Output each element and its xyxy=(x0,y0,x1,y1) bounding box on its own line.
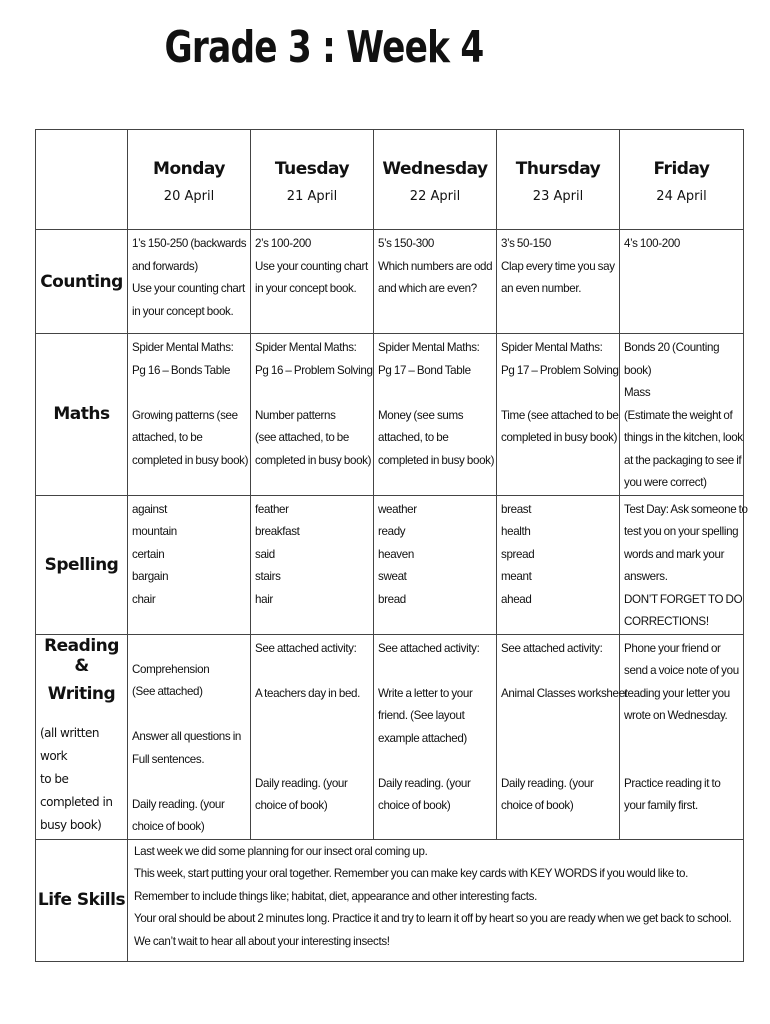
cell-line: friend. (See layout xyxy=(378,709,465,722)
note-line: (all written work xyxy=(40,726,99,763)
cell-line: Write a letter to your xyxy=(378,686,473,700)
row-label-counting: Counting xyxy=(36,230,128,334)
page-title: Grade 3 : Week 4 xyxy=(164,22,484,73)
cell-line xyxy=(255,728,370,751)
cell-line xyxy=(255,660,370,683)
cell-line: Time (see attached to be xyxy=(501,408,619,422)
cell-line xyxy=(132,771,247,794)
cell-line: send a voice note of you xyxy=(624,664,739,677)
cell-line: See attached activity: xyxy=(501,641,603,655)
cell-line: (See attached) xyxy=(132,685,203,698)
cell-line: spread xyxy=(501,547,535,561)
maths-cell xyxy=(497,334,620,496)
cell-line: This week, start putting your oral together. Remember you can make key cards with KEY WORDS if you would like to. xyxy=(134,867,689,880)
cell-line: and which are even? xyxy=(378,282,477,295)
day-name: Thursday xyxy=(515,159,601,179)
cell-line: (see attached, to be xyxy=(255,431,349,444)
maths-cell xyxy=(251,334,374,496)
row-label-maths: Maths xyxy=(36,334,128,496)
cell-line: ready xyxy=(378,525,406,538)
cell-line: completed in busy book) xyxy=(501,431,618,444)
cell-line: attached, to be xyxy=(132,431,203,444)
cell-line: words and mark your xyxy=(624,547,725,561)
cell-line: Clap every time you say xyxy=(501,259,615,273)
day-date: 24 April xyxy=(656,189,707,204)
cell-line: (Estimate the weight of xyxy=(624,408,733,422)
cell-line: Use your counting chart xyxy=(132,282,245,295)
cell-line xyxy=(255,705,370,728)
reading-cell xyxy=(497,634,628,839)
cell-line: CORRECTIONS! xyxy=(624,615,709,628)
cell-line: Which numbers are odd xyxy=(378,259,493,273)
day-header-monday xyxy=(128,130,251,230)
row-label-life-skills: Life Skills xyxy=(36,839,128,961)
cell-line: Pg 16 – Bonds Table xyxy=(132,363,231,377)
row-life-skills xyxy=(36,839,744,961)
maths-cell xyxy=(128,334,251,496)
cell-line: things in the kitchen, look xyxy=(624,431,743,444)
cell-line xyxy=(378,750,493,773)
cell-line: said xyxy=(255,547,275,561)
cell-line: Bonds 20 (Counting xyxy=(624,341,720,354)
cell-line: book) xyxy=(624,363,652,377)
day-date: 22 April xyxy=(409,189,461,204)
reading-cell xyxy=(128,634,251,839)
cell-line: test you on your spelling xyxy=(624,525,739,538)
cell-line xyxy=(624,728,740,751)
cell-line: choice of book) xyxy=(255,799,328,812)
weekly-plan-table xyxy=(35,129,748,962)
cell-line: 2’s 100-200 xyxy=(255,237,312,250)
cell-line: Your oral should be about 2 minutes long. Practice it and try to learn it off by heart so you are ready when we get back to school. xyxy=(134,912,732,925)
day-date: 21 April xyxy=(286,189,338,204)
cell-line: breast xyxy=(501,502,532,516)
day-header-tuesday xyxy=(251,130,374,230)
cell-line: choice of book) xyxy=(132,820,205,833)
cell-line: Animal Classes worksheet xyxy=(501,686,628,700)
cell-line: A teachers day in bed. xyxy=(255,686,361,700)
row-label-note xyxy=(36,722,127,837)
cell-line: choice of book) xyxy=(378,799,451,812)
cell-line: stairs xyxy=(255,570,281,583)
cell-line xyxy=(501,728,616,751)
cell-line: Mass xyxy=(624,386,651,399)
cell-line: feather xyxy=(255,502,289,516)
spelling-cell xyxy=(251,495,374,634)
cell-line xyxy=(255,382,370,405)
cell-line: Daily reading. (your xyxy=(255,776,348,790)
cell-line: See attached activity: xyxy=(378,641,480,655)
cell-line: Spider Mental Maths: xyxy=(132,341,234,354)
cell-line: Answer all questions in xyxy=(132,730,242,743)
cell-line: choice of book) xyxy=(501,799,574,812)
cell-line: 3’s 50-150 xyxy=(501,237,551,250)
cell-line xyxy=(132,704,247,727)
counting-cell xyxy=(128,230,251,334)
counting-cell xyxy=(251,230,374,334)
cell-line: meant xyxy=(501,570,532,583)
row-label-spelling: Spelling xyxy=(36,495,128,634)
cell-line: Comprehension xyxy=(132,662,210,676)
counting-cell xyxy=(374,230,497,334)
cell-line: completed in busy book) xyxy=(255,453,372,467)
cell-line xyxy=(378,382,493,405)
row-label-line: Writing xyxy=(47,684,116,704)
row-label-line: Reading & xyxy=(44,636,119,676)
spelling-cell xyxy=(128,495,251,634)
reading-cell xyxy=(251,634,374,839)
cell-line: attached, to be xyxy=(378,431,449,444)
cell-line: Pg 17 – Bond Table xyxy=(378,363,471,377)
cell-line: completed in busy book) xyxy=(132,453,249,467)
cell-line: Number patterns xyxy=(255,408,336,422)
row-maths xyxy=(36,334,744,496)
reading-cell xyxy=(620,634,744,839)
row-spelling xyxy=(36,495,744,634)
cell-line: Daily reading. (your xyxy=(132,797,225,811)
corner-cell xyxy=(36,130,128,230)
cell-line xyxy=(378,660,493,683)
cell-line: an even number. xyxy=(501,282,582,295)
cell-line: 1’s 150-250 (backwards xyxy=(132,237,247,250)
day-name: Monday xyxy=(153,159,225,179)
cell-line: Phone your friend or xyxy=(624,641,721,655)
cell-line: you were correct) xyxy=(624,476,707,489)
cell-line: Growing patterns (see xyxy=(132,408,238,422)
day-date: 20 April xyxy=(163,189,215,204)
cell-line: 5’s 150-300 xyxy=(378,237,435,250)
reading-cell xyxy=(374,634,497,839)
day-name: Friday xyxy=(653,159,710,179)
cell-line: Spider Mental Maths: xyxy=(255,341,357,354)
cell-line: DON’T FORGET TO DO xyxy=(624,592,743,606)
cell-line xyxy=(501,660,616,683)
row-counting xyxy=(36,230,744,334)
cell-line: hair xyxy=(255,592,273,606)
cell-line: Test Day: Ask someone to xyxy=(624,502,748,516)
cell-line: Spider Mental Maths: xyxy=(501,341,603,354)
day-name: Wednesday xyxy=(382,159,488,179)
spelling-cell xyxy=(497,495,620,634)
counting-cell xyxy=(620,230,744,334)
cell-line: Use your counting chart xyxy=(255,259,368,273)
cell-line: and forwards) xyxy=(132,259,198,273)
cell-line: Spider Mental Maths: xyxy=(378,341,480,354)
row-reading-writing xyxy=(36,634,744,839)
cell-line xyxy=(132,382,247,405)
cell-line: Pg 16 – Problem Solving xyxy=(255,363,373,377)
row-label-reading-writing xyxy=(36,634,128,839)
cell-line: wrote on Wednesday. xyxy=(624,709,728,722)
cell-line xyxy=(255,750,370,773)
day-header-thursday xyxy=(497,130,620,230)
note-line: to be completed in xyxy=(40,772,113,809)
maths-cell xyxy=(620,334,744,496)
cell-line: ahead xyxy=(501,592,532,606)
cell-line: 4’s 100-200 xyxy=(624,237,681,250)
cell-line xyxy=(501,750,616,773)
cell-line xyxy=(624,750,740,773)
cell-line: We can’t wait to hear all about your interesting insects! xyxy=(134,934,390,948)
cell-line: sweat xyxy=(378,570,407,583)
cell-line: bread xyxy=(378,592,406,606)
maths-cell xyxy=(374,334,497,496)
spelling-cell xyxy=(374,495,497,634)
header-row xyxy=(36,130,744,230)
cell-line: answers. xyxy=(624,570,668,583)
cell-line: against xyxy=(132,502,167,516)
counting-cell xyxy=(497,230,620,334)
cell-line: Practice reading it to xyxy=(624,776,721,790)
cell-line: at the packaging to see if xyxy=(624,453,742,467)
cell-line: weather xyxy=(378,502,417,516)
cell-line: breakfast xyxy=(255,525,300,538)
day-name: Tuesday xyxy=(274,159,350,179)
cell-line: Daily reading. (your xyxy=(501,776,594,790)
cell-line: Last week we did some planning for our insect oral coming up. xyxy=(134,844,428,858)
spelling-cell xyxy=(620,495,748,634)
cell-line: Pg 17 – Problem Solving xyxy=(501,363,619,377)
cell-line: Full sentences. xyxy=(132,752,205,766)
cell-line: your family first. xyxy=(624,799,698,812)
cell-line: example attached) xyxy=(378,731,467,745)
day-header-friday xyxy=(620,130,744,230)
cell-line: Money (see sums xyxy=(378,408,464,422)
cell-line: reading your letter you xyxy=(624,686,730,700)
cell-line: health xyxy=(501,525,531,538)
cell-line xyxy=(501,705,616,728)
cell-line: Daily reading. (your xyxy=(378,776,471,790)
cell-line xyxy=(501,382,616,405)
life-skills-cell xyxy=(128,839,744,961)
cell-line: in your concept book. xyxy=(132,304,234,318)
cell-line: completed in busy book) xyxy=(378,453,495,467)
cell-line: See attached activity: xyxy=(255,641,357,655)
cell-line: Remember to include things like; habitat, diet, appearance and other interesting facts. xyxy=(134,889,537,903)
cell-line: chair xyxy=(132,592,156,606)
cell-line: certain xyxy=(132,547,165,561)
day-date: 23 April xyxy=(532,189,584,204)
note-line: busy book) xyxy=(40,818,102,832)
cell-line: heaven xyxy=(378,547,414,561)
cell-line: in your concept book. xyxy=(255,282,357,295)
day-header-wednesday xyxy=(374,130,497,230)
cell-line: bargain xyxy=(132,570,169,583)
cell-line: mountain xyxy=(132,525,177,538)
